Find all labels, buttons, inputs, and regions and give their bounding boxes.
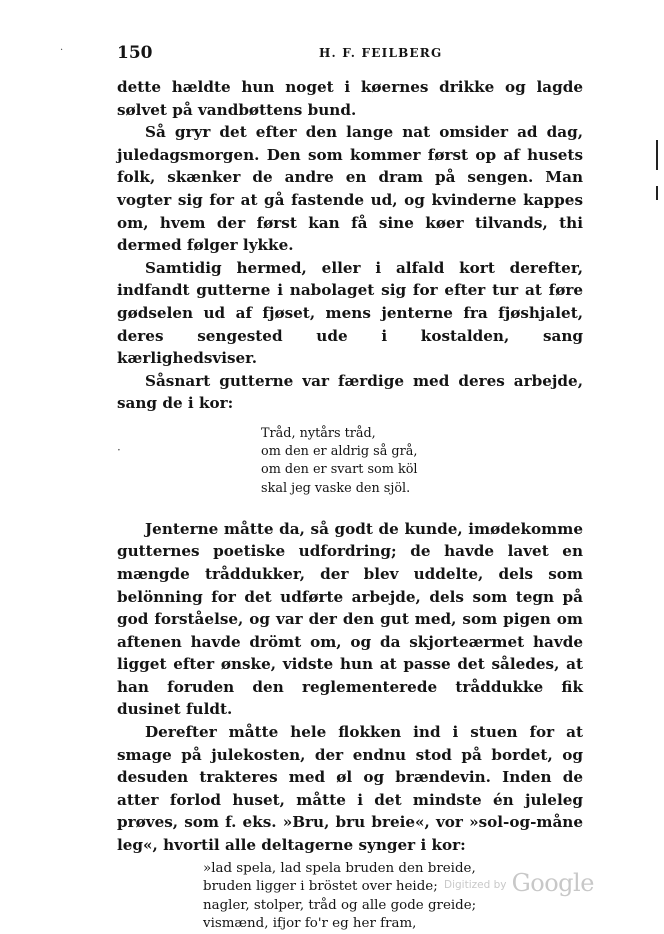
paragraph-continuation: dette hældte hun noget i køernes drikke og lagde sølvet på vandbøttens bund. bbox=[117, 78, 583, 119]
scan-speck: · bbox=[117, 443, 121, 457]
page-body bbox=[117, 76, 583, 934]
verse-line: Tråd, nytårs tråd, bbox=[261, 425, 376, 441]
paragraph: Såsnart gutterne var færdige med deres arbejde, sang de i kor: bbox=[117, 371, 583, 413]
verse-line: nagler, stolper, tråd og alle gode greide; bbox=[203, 897, 477, 913]
watermark-brand: Google bbox=[511, 869, 594, 897]
running-head: H. F. FEILBERG bbox=[319, 46, 443, 60]
verse-line: om den er aldrig så grå, bbox=[261, 444, 418, 460]
paragraph: Så gryr det efter den lange nat omsider ad dag, juledagsmorgen. Den som kommer først op af husets folk, skænker de andre en dram på sengen. Man vogter sig for at gå fastende ud, og kvinderne kappes om, hvem der først kan få sine køer tilvands, thi dermed følger lykke. bbox=[117, 123, 583, 255]
page-header bbox=[117, 43, 585, 67]
verse-line: om den er svart som köl bbox=[261, 462, 418, 478]
watermark-prefix: Digitized by bbox=[444, 879, 507, 891]
verse-line: bruden ligger i bröstet over heide; bbox=[203, 879, 438, 895]
verse-line: »lad spela, lad spela bruden den breide, bbox=[203, 860, 476, 876]
verse-block bbox=[261, 425, 583, 498]
verse-line: vismænd, ifjor fo'r eg her fram, bbox=[203, 916, 417, 932]
paragraph: Samtidig hermed, eller i alfald kort derefter, indfandt gutterne i nabolaget sig for efter tur at føre gødselen ud af fjøset, mens jenterne fra fjøshjalet, deres sengested ude i kostalden, sang kærlighedsviser. bbox=[117, 258, 583, 368]
digitized-watermark bbox=[444, 869, 594, 897]
verse-line: skal jeg vaske den sjöl. bbox=[261, 480, 411, 496]
paragraph: Jenterne måtte da, så godt de kunde, imødekomme gutternes poetiske udfordring; de havde lavet en mængde tråddukker, der blev uddelte, dels som belönning for det udførte arbejde, dels som tegn på god forståelse, og var der den gut med, som pigen om aftenen havde drömt om, og da skjorteærmet havde ligget efter ønske, vidste hun at passe det således, at han foruden den reglementerede tråddukke fik dusinet fuldt. bbox=[117, 519, 583, 719]
page-number: 150 bbox=[117, 43, 153, 63]
paragraph: Derefter måtte hele flokken ind i stuen for at smage på julekosten, der endnu stod på bordet, og desuden trakteres med øl og brændevin. Inden de atter forlod huset, måtte i det mindste én juleleg prøves, som f. eks. »Bru, bru breie«, vor »sol-og-måne leg«, hvortil alle deltagerne synger i kor: bbox=[117, 723, 583, 855]
scan-speck: · bbox=[60, 45, 64, 56]
scan-edge-mark bbox=[656, 140, 658, 170]
scan-edge-mark bbox=[656, 186, 658, 200]
